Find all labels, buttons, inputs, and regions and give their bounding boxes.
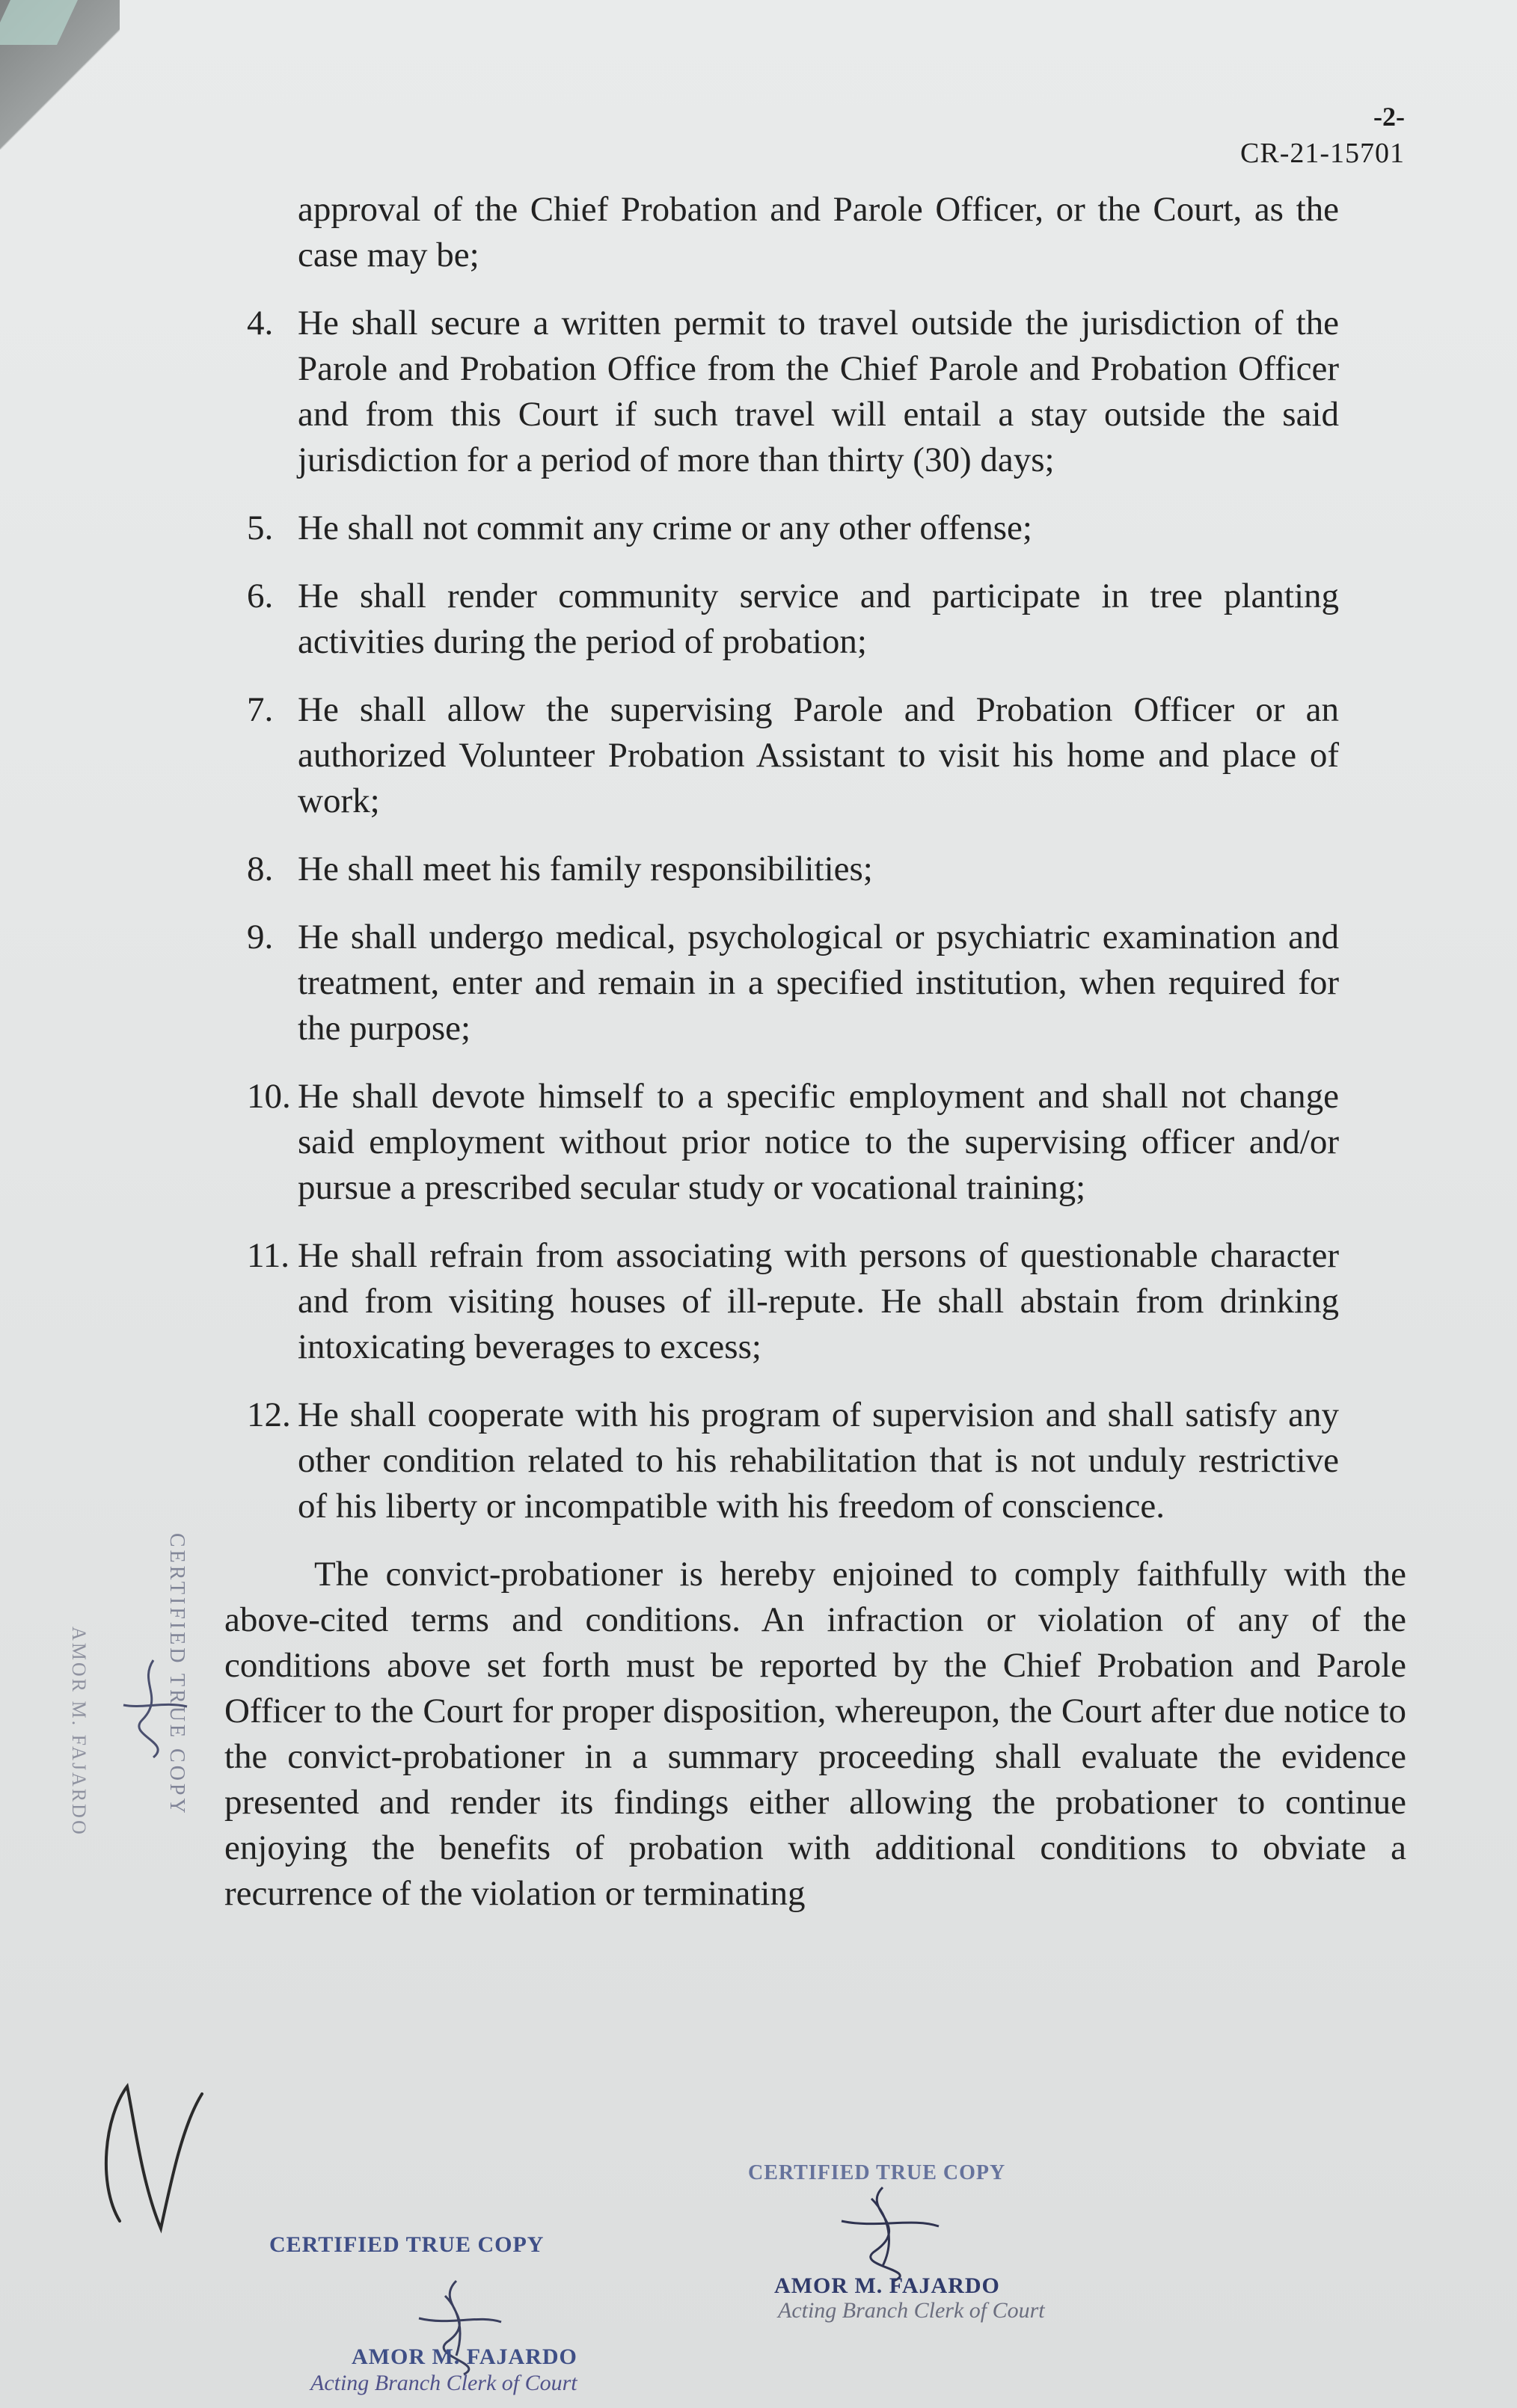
condition-text: He shall refrain from associating with persons of questionable character and from visiting houses of ill-repute. He shall abstain from drinking intoxicating beverages to excess; <box>298 1236 1339 1366</box>
clerk-title-right: Acting Branch Clerk of Court <box>778 2298 1045 2323</box>
condition-text: He shall secure a written permit to travel outside the jurisdiction of the Parole and Probation Office from the Chief Parole and Probation Officer and from this Court if such travel will entail a stay outside the said jurisdiction for a period of more than thirty (30) days; <box>298 304 1339 479</box>
clerk-name-left: AMOR M. FAJARDO <box>352 2344 577 2369</box>
condition-number: 11. <box>247 1236 290 1275</box>
condition-number: 12. <box>247 1395 291 1434</box>
condition-text: He shall render community service and participate in tree planting activities during the period of probation; <box>298 577 1339 661</box>
condition-item <box>247 847 1339 892</box>
certified-true-copy-stamp-right: CERTIFIED TRUE COPY <box>748 2161 1006 2184</box>
condition-item <box>247 915 1339 1051</box>
clerk-name-right: AMOR M. FAJARDO <box>774 2273 1000 2298</box>
condition-item <box>247 301 1339 483</box>
condition-number: 4. <box>247 304 274 343</box>
handwritten-initial-signature <box>90 2071 209 2243</box>
condition-item <box>247 506 1339 551</box>
case-number: CR-21-15701 <box>1240 138 1405 169</box>
clerk-signature-right <box>830 2180 943 2285</box>
condition-item <box>247 687 1339 824</box>
condition-text: He shall cooperate with his program of supervision and shall satisfy any other condition related to his rehabilitation that is not unduly restrictive of his liberty or incompatible with his freedom of conscience. <box>298 1395 1339 1526</box>
closing-paragraph: The convict-probationer is hereby enjoined to comply faithfully with the above-cited terms and conditions. An infraction or violation of any of the conditions above set forth must be reported by the Chief Probation and Parole Officer to the Court for proper disposition, whereupon, the Court after due notice to the convict-probationer in a summary proceeding shall evaluate the evidence presented and render its findings either allowing the probationer to continue enjoying the benefits of probation with additional conditions to obviate a recurrence of the violation or terminating <box>224 1555 1406 1913</box>
condition-item <box>247 574 1339 665</box>
condition-text: He shall allow the supervising Parole and Probation Officer or an authorized Volunteer Probation Assistant to visit his home and place of work; <box>298 690 1339 820</box>
condition-number: 5. <box>247 509 274 547</box>
condition-text: He shall meet his family responsibilities; <box>298 850 873 888</box>
condition-text: He shall undergo medical, psychological or psychiatric examination and treatment, enter and remain in a specified institution, when required for the purpose; <box>298 918 1339 1048</box>
condition-item <box>247 1233 1339 1370</box>
condition-number: 6. <box>247 577 274 615</box>
condition-number: 7. <box>247 690 274 729</box>
side-signature <box>112 1653 194 1765</box>
page-number: -2- <box>1373 102 1405 132</box>
condition-number: 9. <box>247 918 274 956</box>
condition-number: 10. <box>247 1077 291 1116</box>
condition-number: 8. <box>247 850 274 888</box>
side-certified-stamp: CERTIFIED TRUE COPY <box>165 1533 189 1816</box>
condition-text: He shall devote himself to a specific employment and shall not change said employment without prior notice to the supervising officer and/or pursue a prescribed secular study or vocational training; <box>298 1077 1339 1207</box>
clerk-title-left: Acting Branch Clerk of Court <box>310 2371 577 2395</box>
page-header <box>1240 101 1405 170</box>
condition-text: He shall not commit any crime or any other offense; <box>298 509 1032 547</box>
side-name-stamp: AMOR M. FAJARDO <box>68 1627 90 1837</box>
condition-item <box>247 1392 1339 1529</box>
document-body <box>224 187 1406 1917</box>
condition-item <box>247 1074 1339 1211</box>
certified-true-copy-stamp-left: CERTIFIED TRUE COPY <box>269 2232 545 2257</box>
continuation-text: approval of the Chief Probation and Parole Officer, or the Court, as the case may be; <box>298 190 1339 274</box>
